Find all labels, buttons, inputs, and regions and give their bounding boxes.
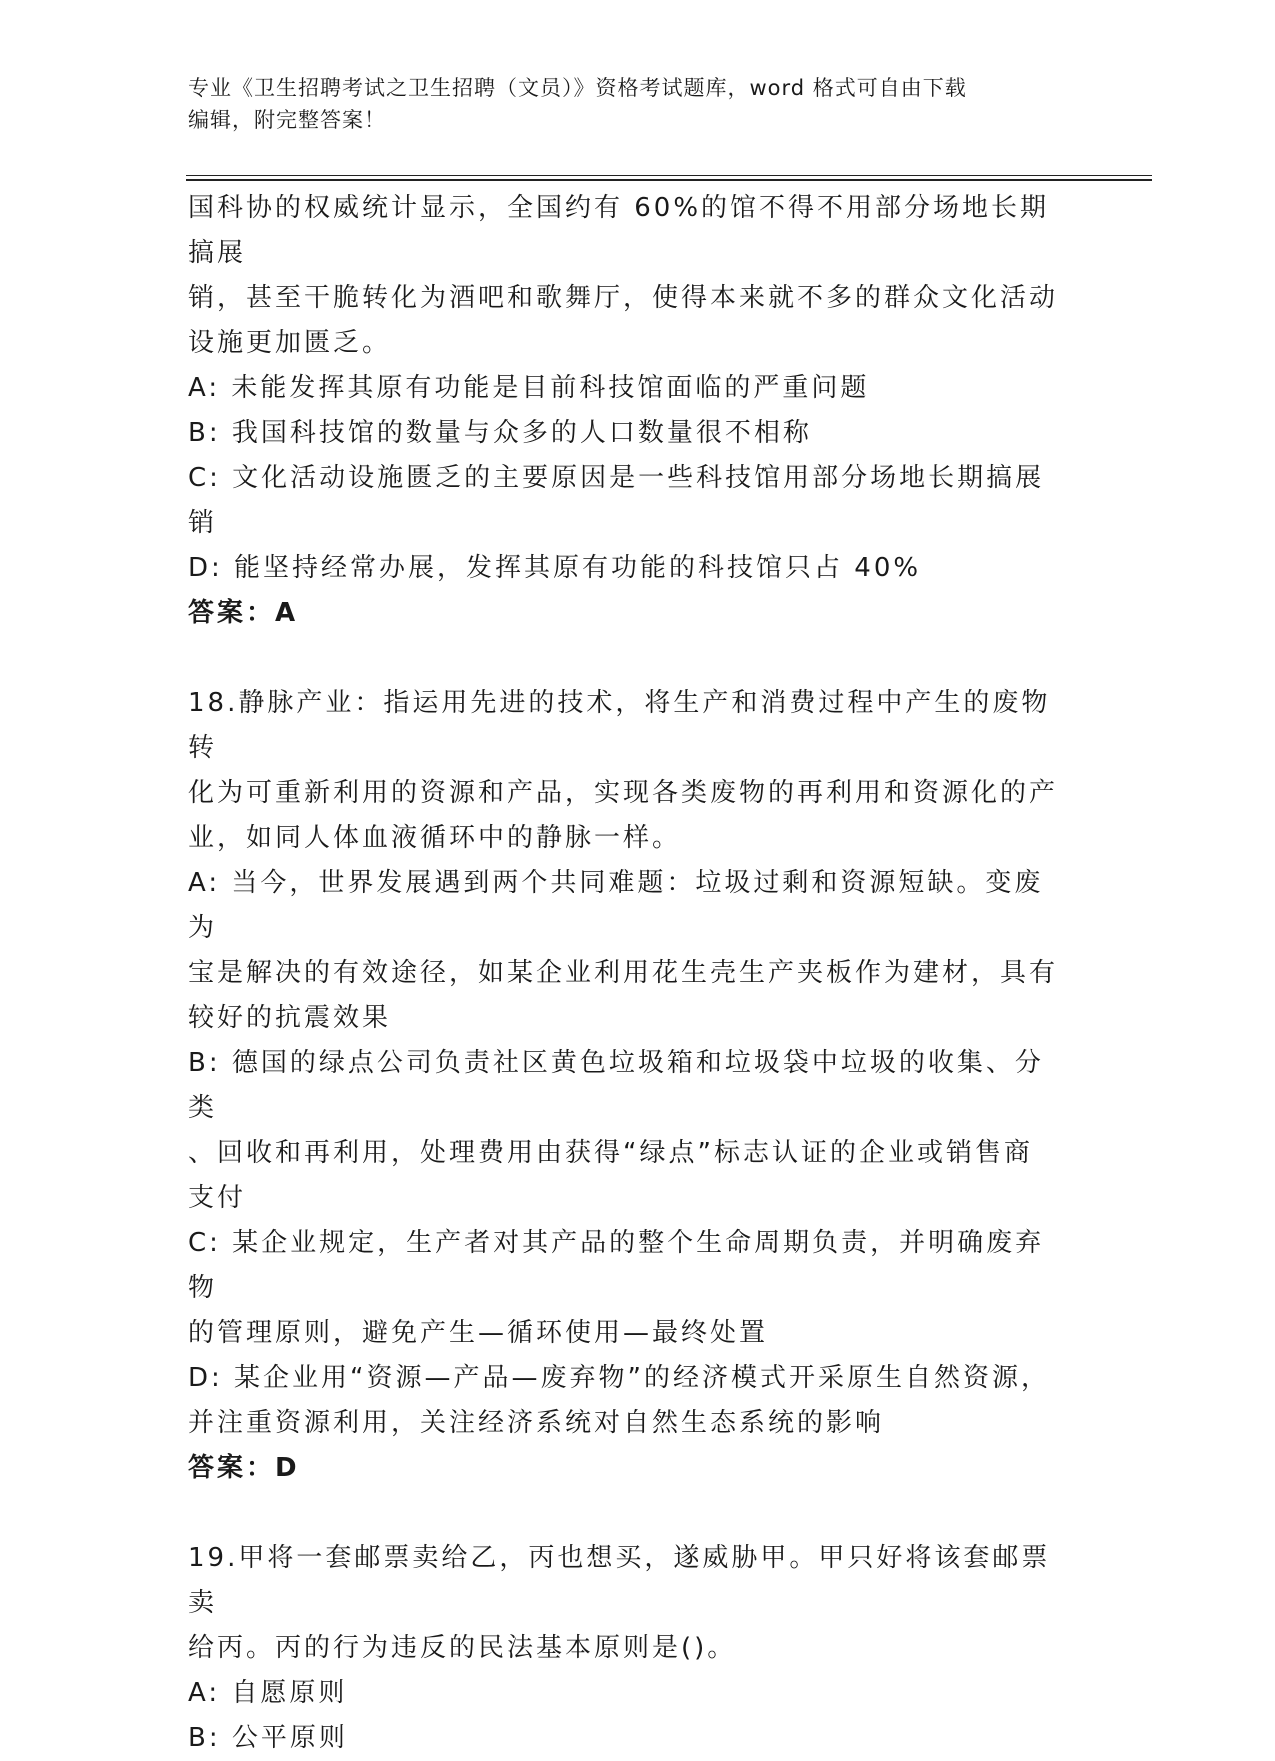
question-18-stem: 18.静脉产业：指运用先进的技术，将生产和消费过程中产生的废物转 化为可重新利用的资源和产品，实现各类废物的再利用和资源化的产 业，如同人体血液循环中的静脉一样。	[188, 688, 1059, 853]
question-19-stem: 19.甲将一套邮票卖给乙，丙也想买，遂威胁甲。甲只好将该套邮票卖 给丙。丙的行为违反的民法基本原则是()。	[188, 1543, 1051, 1663]
document-body	[188, 186, 1068, 1761]
question-18	[188, 681, 1068, 1491]
question-17-option-c: C: 文化活动设施匮乏的主要原因是一些科技馆用部分场地长期搞展销	[188, 463, 1045, 538]
question-spacer	[188, 1491, 1068, 1536]
question-18-option-d: D: 某企业用“资源—产品—废弃物”的经济模式开采原生自然资源， 并注重资源利用，关注经济系统对自然生态系统的影响	[188, 1363, 1050, 1438]
question-18-option-a: A: 当今，世界发展遇到两个共同难题：垃圾过剩和资源短缺。变废为 宝是解决的有效途径，如某企业利用花生壳生产夹板作为建材，具有 较好的抗震效果	[188, 868, 1059, 1033]
header-rule-thin	[186, 175, 1152, 176]
question-19	[188, 1536, 1068, 1761]
question-17-option-a: A: 未能发挥其原有功能是目前科技馆面临的严重问题	[188, 373, 870, 403]
question-18-option-b: B: 德国的绿点公司负责社区黄色垃圾箱和垃圾袋中垃圾的收集、分类 、回收和再利用，处理费用由获得“绿点”标志认证的企业或销售商 支付	[188, 1048, 1044, 1213]
question-18-answer: 答案：D	[188, 1453, 300, 1483]
question-17-option-b: B: 我国科技馆的数量与众多的人口数量很不相称	[188, 418, 812, 448]
question-19-option-b: B: 公平原则	[188, 1723, 348, 1753]
question-spacer	[188, 636, 1068, 681]
question-17-option-d: D: 能坚持经常办展，发挥其原有功能的科技馆只占 40%	[188, 553, 922, 583]
question-19-option-a: A: 自愿原则	[188, 1678, 348, 1708]
question-17	[188, 186, 1068, 636]
question-17-answer: 答案：A	[188, 598, 299, 628]
question-18-option-c: C: 某企业规定，生产者对其产品的整个生命周期负责，并明确废弃物 的管理原则，避免产生—循环使用—最终处置	[188, 1228, 1045, 1348]
document-header: 专业《卫生招聘考试之卫生招聘（文员）》资格考试题库，word 格式可自由下载 编辑，附完整答案！	[188, 76, 967, 132]
question-17-stem: 国科协的权威统计显示，全国约有 60%的馆不得不用部分场地长期搞展 销，甚至干脆转化为酒吧和歌舞厅，使得本来就不多的群众文化活动 设施更加匮乏。	[188, 193, 1059, 358]
header-rule-thick	[186, 179, 1152, 181]
